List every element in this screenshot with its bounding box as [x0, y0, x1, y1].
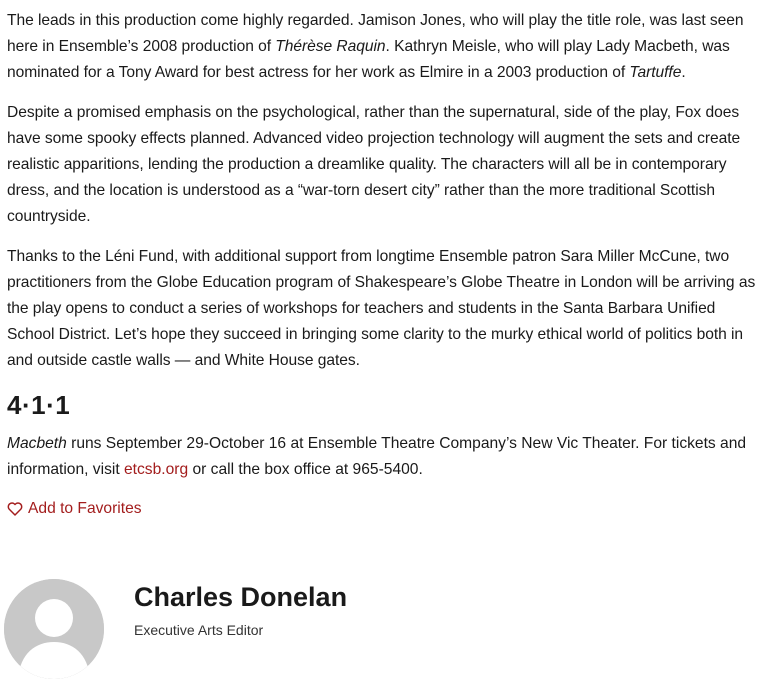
add-to-favorites-label: Add to Favorites: [28, 500, 142, 517]
paragraph-text: The leads in this production come highly regarded. Jamison Jones, who will play the title role, was last seen here in Ensemble’s 2008 production of: [7, 12, 744, 55]
article-paragraph: [7, 8, 759, 85]
add-to-favorites-button[interactable]: [7, 500, 142, 518]
article-paragraph: [7, 100, 759, 229]
paragraph-text: .: [681, 63, 686, 81]
heart-outline-icon: [7, 501, 28, 517]
paragraph-text: . Kathryn Meisle, who will play Lady Macbeth, was nominated for a Tony Award for best actress for her work as Elmire in a 2003 production of: [7, 37, 730, 81]
info-text-after: or call the box office at 965-5400.: [188, 461, 423, 479]
paragraph-text: Thanks to the Léni Fund, with additional support from longtime Ensemble patron Sara Miller McCune, two practitioners from the Globe Education program of Shakespeare’s Globe Theatre in London will be arriving as the play opens to conduct a series of workshops for teachers and students in the Santa Barbara Unified School District. Let’s hope they succeed in bringing some clarity to the murky ethical world of politics both in and outside castle walls — and White House gates.: [7, 248, 756, 369]
author-title: Executive Arts Editor: [134, 622, 264, 638]
article-body: [7, 8, 759, 483]
info-paragraph: [7, 431, 759, 483]
italic-title-text: Tartuffe: [629, 63, 682, 81]
default-avatar-icon: [4, 579, 104, 679]
author-name[interactable]: Charles Donelan: [134, 582, 348, 612]
paragraph-text: Despite a promised emphasis on the psychological, rather than the supernatural, side of the play, Fox does have some spooky effects planned. Advanced video projection technology will augment the sets and create realistic apparitions, lending the production a dreamlike quality. The characters will all be in contemporary dress, and the location is understood as a “war-torn desert city” rather than the more traditional Scottish countryside.: [7, 104, 741, 225]
author-card: [4, 579, 764, 698]
info-text-before: runs September 29-October 16 at Ensemble Theatre Company’s New Vic Theater. For tickets and information, visit: [7, 435, 747, 479]
italic-title-text: Thérèse Raquin: [275, 37, 386, 55]
author-avatar[interactable]: [4, 579, 104, 679]
ticket-link[interactable]: etcsb.org: [124, 461, 189, 479]
show-title: Macbeth: [7, 435, 67, 453]
info-heading: 4·1·1: [7, 390, 71, 421]
article-paragraph: [7, 244, 759, 373]
